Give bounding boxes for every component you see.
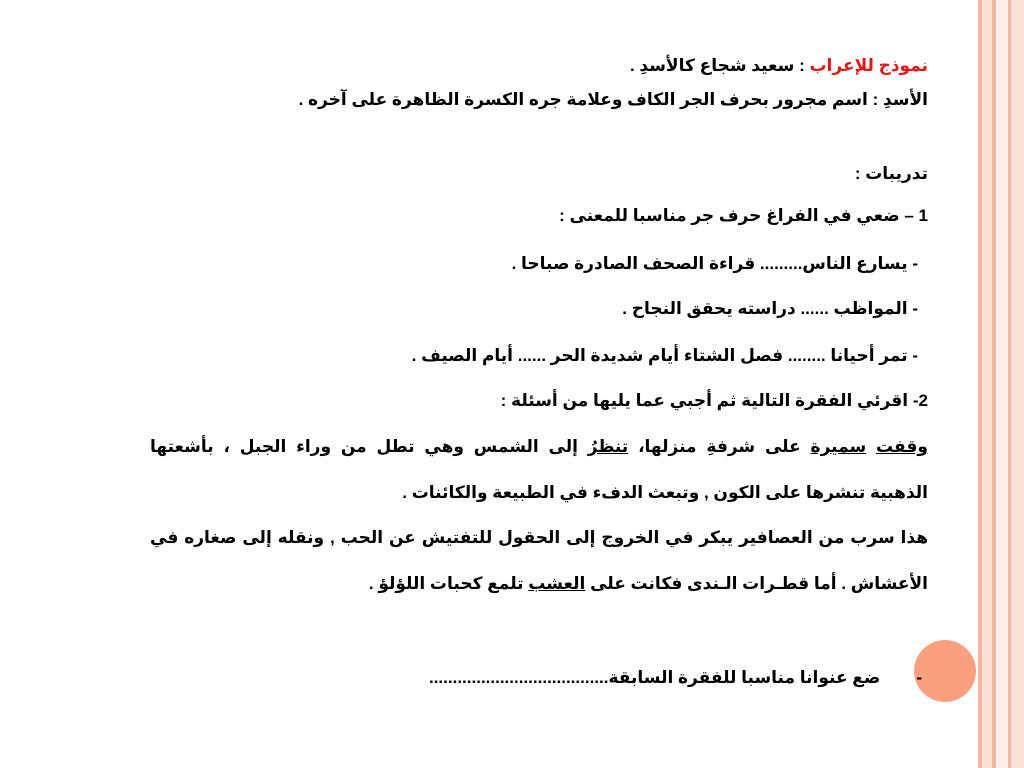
decorative-circle [914,640,976,702]
q1-item: - المواظب ...... دراسته يحقق النجاح . [622,299,918,318]
q1-item: - يسارع الناس......... قراءة الصحف الصادرة صباحا . [511,254,918,273]
paragraph-text: على شرفةِ منزلها، [628,437,811,456]
example-colon: : [794,56,810,75]
analysis-word: الأسدِ [882,90,928,109]
q2-title: 2- اقرئي الفقرة التالية ثم أجبي عما يليها من أسئلة : [500,391,928,410]
example-label: نموذج للإعراب [809,56,928,75]
border-stripe [982,0,992,768]
paragraph-text: الأعشاش . أما قطـرات الـندى فكانت على [585,574,928,593]
paragraph-text: إلى الشمس وهي تطل من وراء الجبل ، بأشعتها [150,437,588,456]
task-text: ضع عنوانا مناسبا للفقرة السابقة...................................... [428,668,881,687]
paragraph-line-2: الذهبية تنشرها على الكون , وتبعث الدفء في الطبيعة والكائنات . [402,483,928,502]
paragraph-text [866,437,876,456]
underlined-word-samira: سميرة [810,437,867,456]
example-sentence: سعيد شجاع كالأسدِ . [629,56,795,75]
q1-item: - تمر أحيانا ........ فصل الشتاء أيام شديدة الحر ...... أيام الصيف . [411,346,918,365]
paragraph-line-1 [150,436,928,458]
exercises-heading: تدريبات : [854,164,928,183]
underlined-word-wagafat: وقفت [876,437,928,456]
analysis-line [299,89,928,111]
underlined-word-tanzur: تنظرُ [587,437,629,456]
border-stripe [1011,0,1024,768]
q1-title: 1 – ضعي في الفراغ حرف جر مناسبا للمعنى : [559,206,928,225]
analysis-text: : اسم مجرور بحرف الجر الكاف وعلامة جره الكسرة الظاهرة على آخره . [298,90,883,109]
paragraph-line-3: هذا سرب من العصافير يبكر في الخروج إلى الحقول للتفتيش عن الحب , ونقله إلى صغاره في [150,528,928,547]
example-line [630,55,928,77]
paragraph-text: تلمع كحبات اللؤلؤ . [368,574,529,593]
underlined-word-ushb: العشب [528,574,586,593]
border-stripe [996,0,1008,768]
task-bullet: - [916,668,922,687]
task-line [429,667,922,689]
paragraph-line-4 [150,573,928,595]
